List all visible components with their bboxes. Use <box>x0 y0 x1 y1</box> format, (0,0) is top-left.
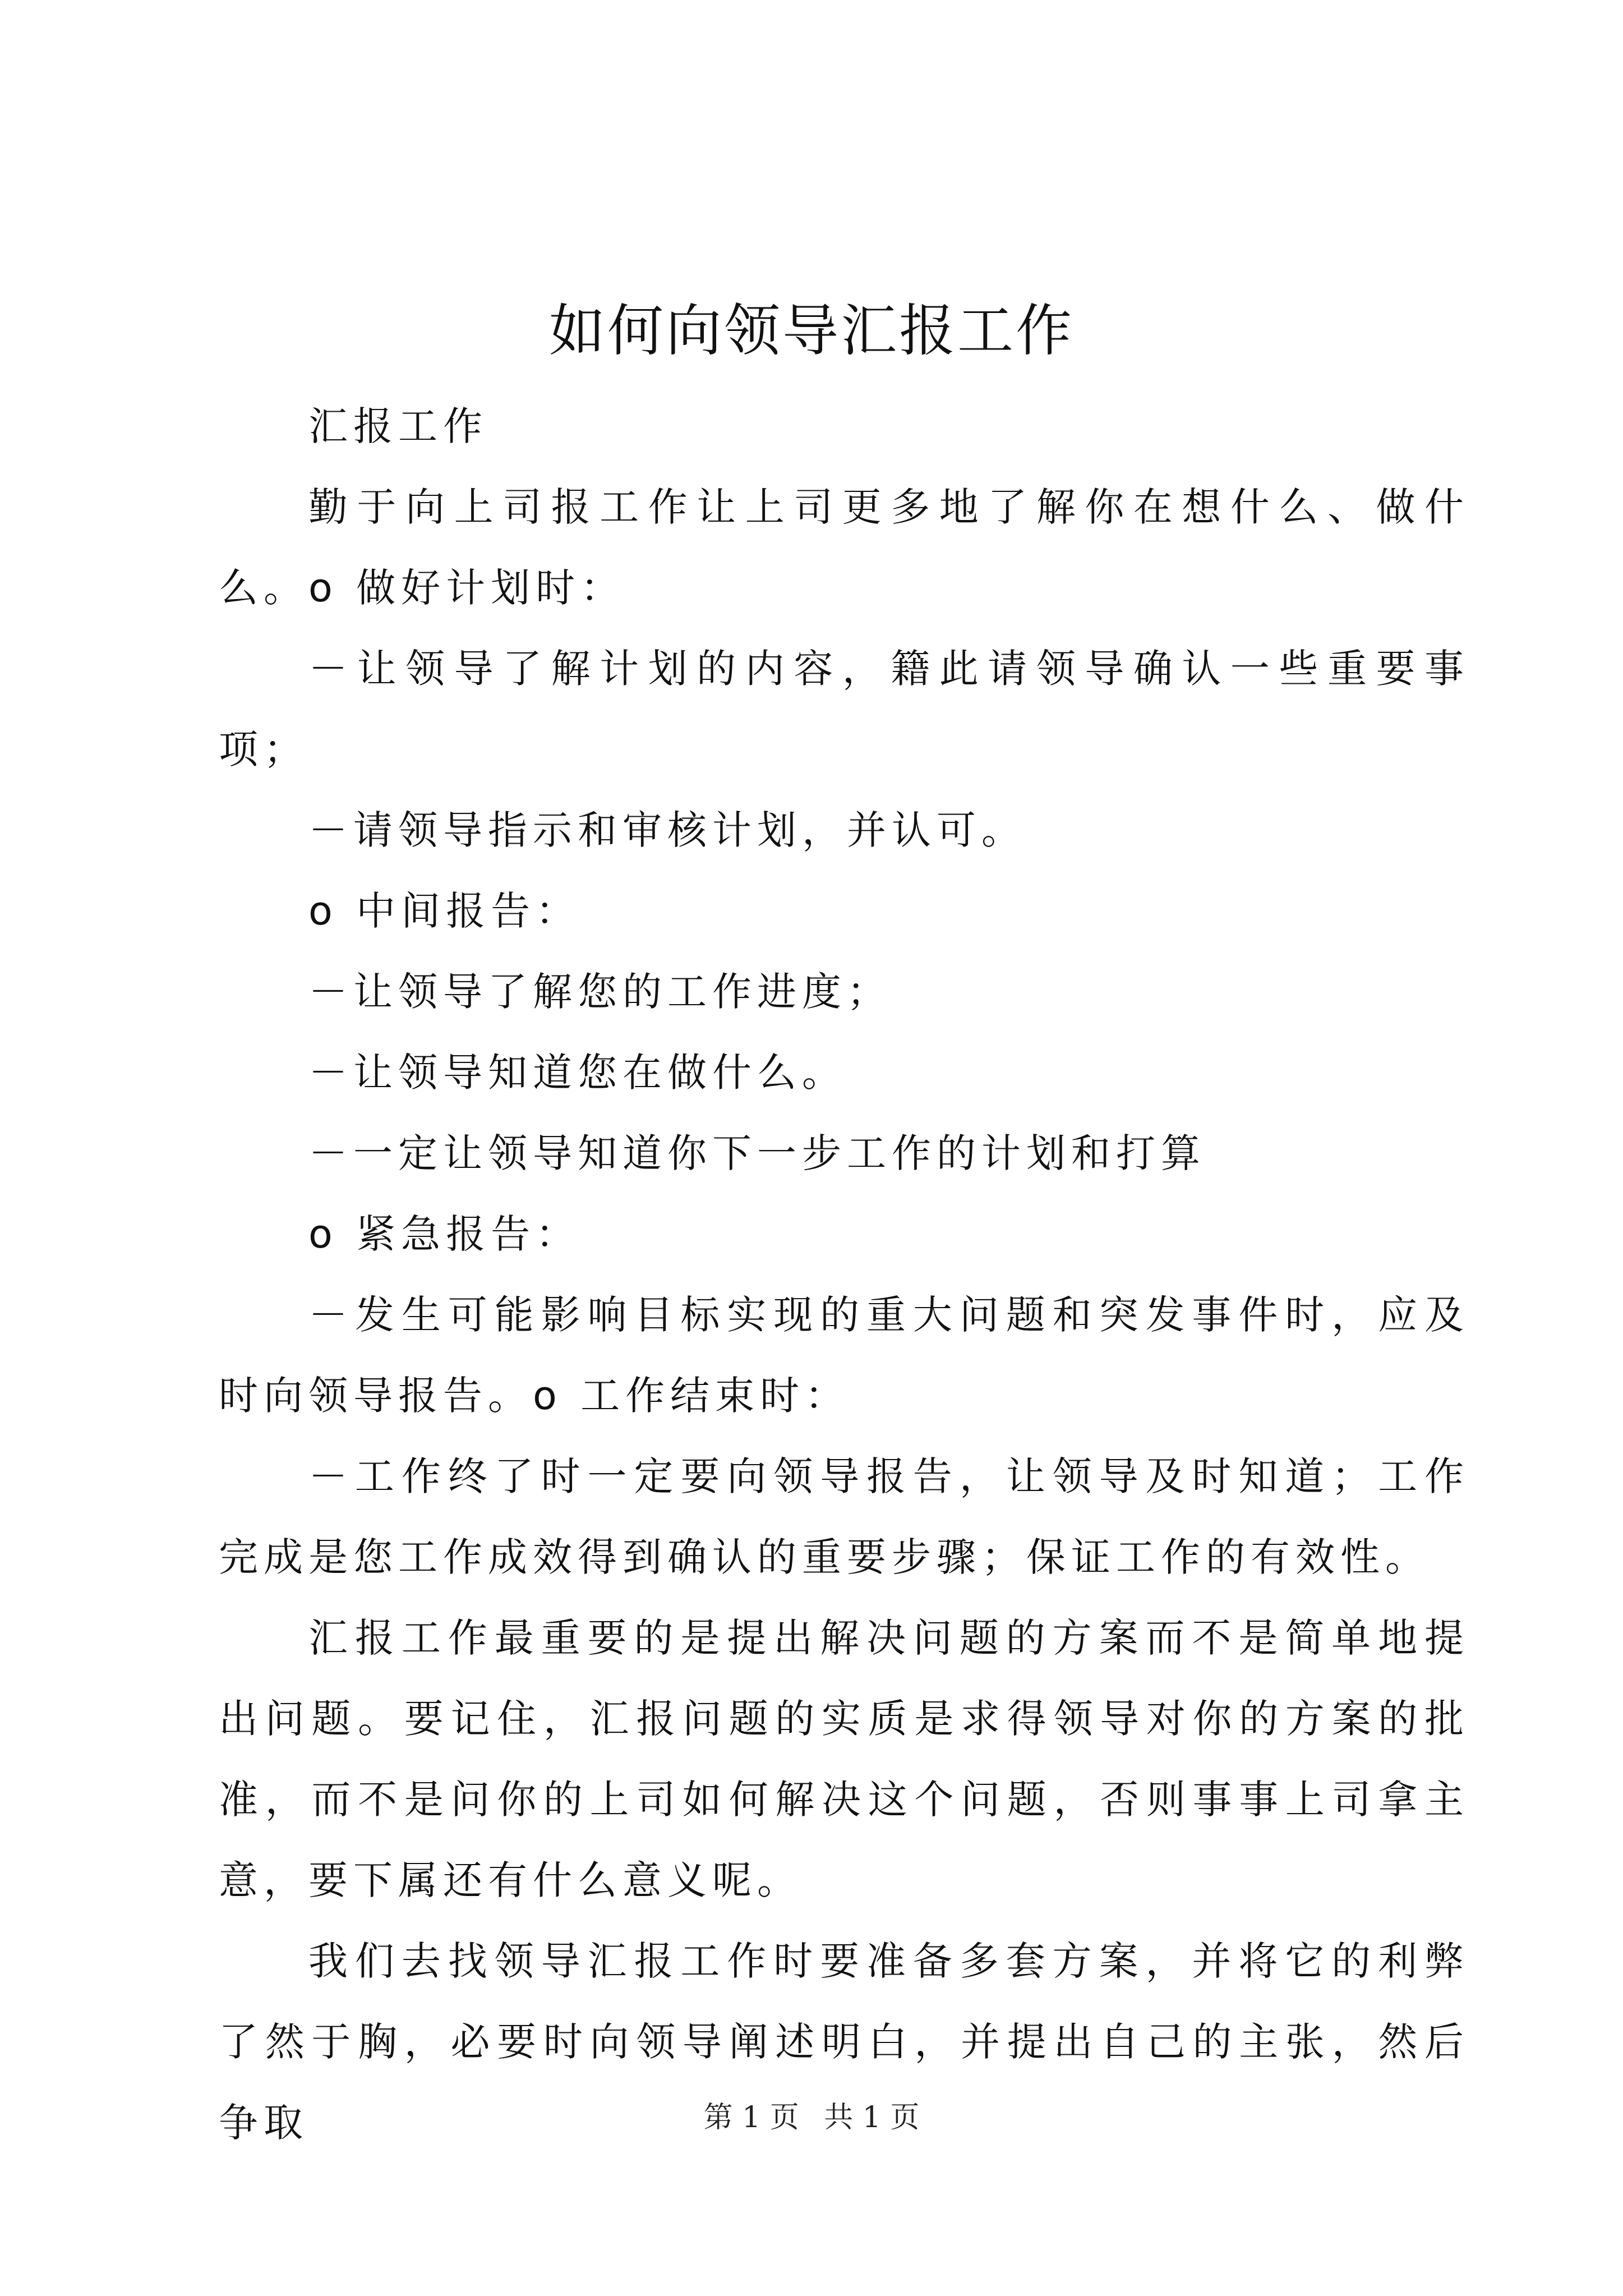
paragraph: 勤于向上司报工作让上司更多地了解你在想什么、做什么。o 做好计划时： <box>219 484 1469 611</box>
document-title: 如何向领导汇报工作 <box>549 298 1074 364</box>
paragraph: 我们去找领导汇报工作时要准备多套方案，并将它的利弊了然于胸，必要时向领导阐述明白，并提出自己的主张，然后争取 <box>219 1938 1469 2146</box>
paragraph: o 中间报告： <box>308 888 581 934</box>
paragraph: －发生可能影响目标实现的重大问题和突发事件时，应及时向领导报告。o 工作结束时： <box>219 1292 1469 1419</box>
paragraph: o 紧急报告： <box>308 1211 581 1257</box>
paragraph: －让领导知道您在做什么。 <box>308 1050 847 1096</box>
page-number: 第 1 页 <box>703 2101 799 2134</box>
document-body <box>219 386 1469 2163</box>
paragraph: －让领导了解计划的内容，籍此请领导确认一些重要事项； <box>219 646 1469 772</box>
page-total: 共 1 页 <box>824 2101 920 2134</box>
paragraph: －工作终了时一定要向领导报告，让领导及时知道；工作完成是您工作成效得到确认的重要步骤；保证工作的有效性。 <box>219 1453 1469 1580</box>
paragraph: －请领导指示和审核计划，并认可。 <box>308 807 1026 853</box>
paragraph: －让领导了解您的工作进度； <box>308 969 892 1015</box>
paragraph: 汇报工作 <box>308 403 488 449</box>
page-footer <box>0 2098 1623 2137</box>
paragraph: －一定让领导知道你下一步工作的计划和打算 <box>308 1130 1206 1176</box>
paragraph: 汇报工作最重要的是提出解决问题的方案而不是简单地提出问题。要记住，汇报问题的实质是求得领导对你的方案的批准，而不是问你的上司如何解决这个问题，否则事事上司拿主意，要下属还有什么意义呢。 <box>219 1615 1469 1903</box>
